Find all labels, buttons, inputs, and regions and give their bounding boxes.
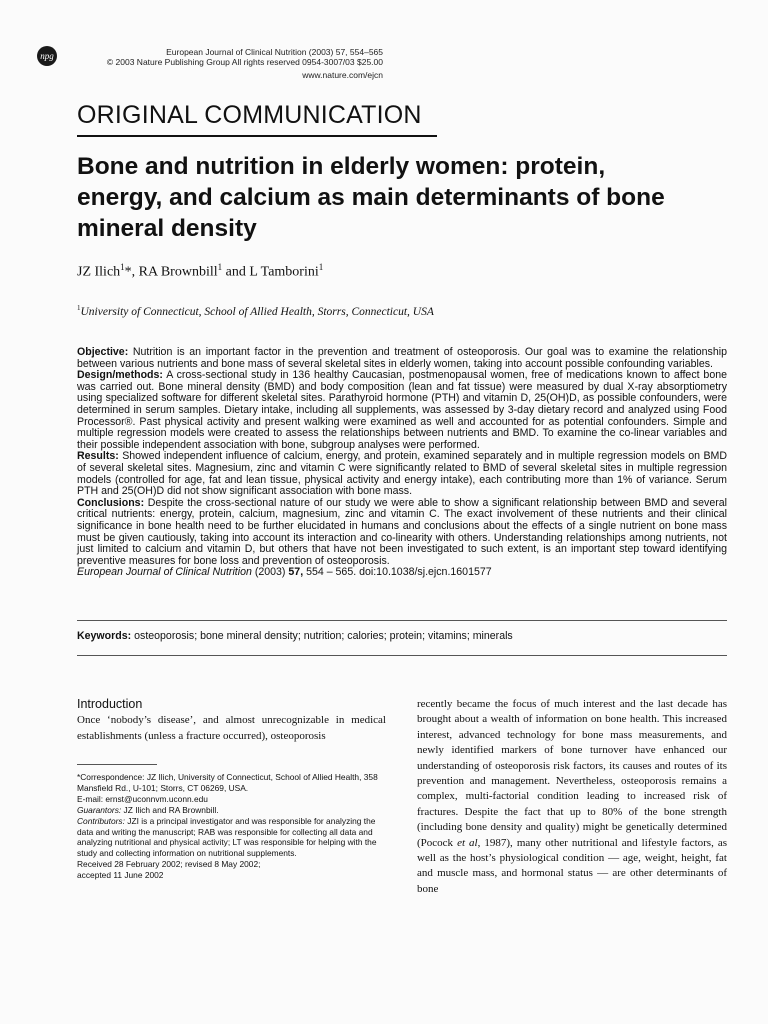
article-title: Bone and nutrition in elderly women: protein, energy, and calcium as main determinants of bone mineral density — [77, 153, 665, 242]
author-list — [77, 262, 323, 281]
etal: et al — [457, 836, 478, 849]
abstract-label: Results: — [77, 450, 119, 463]
journal-url[interactable]: www.nature.com/ejcn — [302, 70, 383, 80]
accepted-date: accepted 11 June 2002 — [77, 870, 164, 881]
guarantors-text: JZ Ilich and RA Brownbill. — [121, 804, 219, 815]
keywords-label: Keywords: — [77, 630, 132, 642]
intro-heading: Introduction — [77, 697, 143, 711]
intro-right-text: , 1987), many other nutritional and lifestyle factors, as well as the host’s physiological condition — age, weight, height, fat and muscle mass, and hormonal status — are other determinants of bone — [417, 836, 728, 895]
section-rule — [77, 135, 437, 137]
abstract-label: Design/methods: — [77, 369, 163, 382]
abstract-conclusions — [77, 498, 727, 568]
keywords-rule-bottom — [77, 655, 727, 656]
abstract-results — [77, 451, 727, 497]
abstract — [77, 347, 727, 579]
contributors-label: Contributors: — [77, 815, 125, 826]
abstract-label: Conclusions: — [77, 496, 145, 509]
abstract-design — [77, 370, 727, 451]
abstract-text: Showed independent influence of calcium, energy, and protein, examined separately and in multiple regression models on BMD of several skeletal sites. Magnesium, zinc and vitamin C were significantly related to BMD of several skeletal sites in multiple regression models (controlled for age, fat and lean tissue, physical activity and energy intake), each contributing more than 1% of variance. Serum PTH and 25(OH)D did not show significant association with bone mass. — [77, 450, 727, 498]
citation-volume: 57, — [288, 566, 304, 579]
affiliation — [77, 304, 434, 318]
correspondence-email[interactable]: E-mail: ernst@uconnvm.uconn.edu — [77, 793, 208, 804]
copyright-line: © 2003 Nature Publishing Group All rights reserved 0954-3007/03 $25.00 — [106, 57, 383, 67]
abstract-citation — [77, 567, 727, 579]
contributors-text: JZI is a principal investigator and was responsible for analyzing the data and writing the manuscript; RAB was responsible for collecting all data and analyzing nutritional and physical activity; LT was responsible for helping with the study and collecting information on nutritional supplements. — [77, 815, 377, 859]
abstract-label: Objective: — [77, 346, 129, 358]
journal-line: European Journal of Clinical Nutrition (2003) 57, 554–565 — [166, 47, 383, 57]
received-dates: Received 28 February 2002; revised 8 May 2002; — [77, 859, 261, 870]
keywords-rule-top — [77, 620, 727, 621]
section-label: ORIGINAL COMMUNICATION — [77, 101, 422, 129]
keywords-text: osteoporosis; bone mineral density; nutrition; calories; protein; vitamins; minerals — [134, 630, 513, 642]
intro-right-column — [417, 697, 727, 897]
abstract-objective — [77, 347, 727, 370]
affiliation-text: University of Connecticut, School of Allied Health, Storrs, Connecticut, USA — [80, 305, 434, 318]
abstract-text: Nutrition is an important factor in the prevention and treatment of osteoporosis. Our goal was to examine the relationship between various nutrients and bone mass of several skeletal sites in elderly women, taking into account possible confounding variables. — [77, 346, 727, 370]
correspondence-footnote — [77, 772, 386, 881]
abstract-text: Despite the cross-sectional nature of our study we were able to show a significant relationship between BMD and several critical nutrients: energy, protein, calcium, magnesium, zinc and vitamin C. The exact involvement of these nutrients and their clinical significance in bone health need to be further elucidated in humans and conclusions about the effects of a single nutrient on bone mass must be given cautiously, taking into account its interaction and co-linearity with others. Understanding relationships among nutrients, not just limited to calcium and vitamin D, but others that have not been investigated to such extent, is an important step toward identifying preventive measures for bone loss and prevention of osteoporosis. — [77, 496, 727, 567]
citation-journal: European Journal of Clinical Nutrition — [77, 566, 252, 579]
affiliation-marker: 1 — [318, 262, 324, 272]
author-name: JZ Ilich — [77, 264, 121, 280]
author-name: RA Brownbill — [138, 264, 218, 280]
affiliation-marker: 1 — [120, 262, 125, 272]
intro-right-text: recently became the focus of much interest and the last decade has brought about a wealth of information on bone health. This increased interest, advanced technology for bone mass measurements, and newly identified markers of bone turnover have enhanced our understanding of osteoporosis risk factors, its causes and routes of its prevention and management. Nevertheless, osteoporosis remains a complex, multi-factorial condition leading to increased risk of fractures. Despite the fact that up to 80% of the bone strength (including bone density and quality) might be genetically determined (Pocock — [417, 698, 727, 849]
citation-year: (2003) — [251, 566, 289, 579]
abstract-text: A cross-sectional study in 136 healthy Caucasian, postmenopausal women, free of medications known to affect bone was carried out. Bone mineral density (BMD) and body composition (lean and fat tissue) were measured by dual X-ray absorptiometry using specialized software for different skeletal sites. Parathyroid hormone (PTH) and vitamin D, 25(OH)D, as possible confounders, were determined in serum samples. Dietary intake, including all supplements, was assessed by 3-day dietary record and analyzed using Food Processor®. Past physical activity and present walking were examined as well and accounted for as potential confounders. Simple and multiple regression models were created to assess the relationships between nutrients and BMD. To examine the co-linear variables and their possible independent association with bone, subgroup analyses were performed. — [77, 369, 727, 451]
author-separator: and — [222, 264, 250, 280]
npg-logo: npg — [37, 46, 57, 66]
intro-left-column: Once ‘nobody’s disease’, and almost unrecognizable in medical establishments (unless a fracture occurred), osteoporosis — [77, 714, 386, 742]
author-separator: , — [131, 264, 139, 280]
corresponding-marker: * — [124, 264, 132, 280]
author-name: L Tamborini — [249, 264, 319, 280]
guarantors-label: Guarantors: — [77, 804, 122, 815]
footnote-rule — [77, 764, 157, 765]
citation-pages-doi[interactable]: 554 – 565. doi:10.1038/sj.ejcn.1601577 — [303, 566, 492, 579]
keywords — [77, 630, 727, 642]
contributors — [77, 816, 386, 860]
affiliation-marker: 1 — [77, 304, 81, 312]
guarantors — [77, 805, 386, 816]
correspondence-address: *Correspondence: JZ Ilich, University of Connecticut, School of Allied Health, 358 Mansfield Rd., U-101; Storrs, CT 06269, USA. — [77, 772, 378, 793]
affiliation-marker: 1 — [217, 262, 223, 272]
